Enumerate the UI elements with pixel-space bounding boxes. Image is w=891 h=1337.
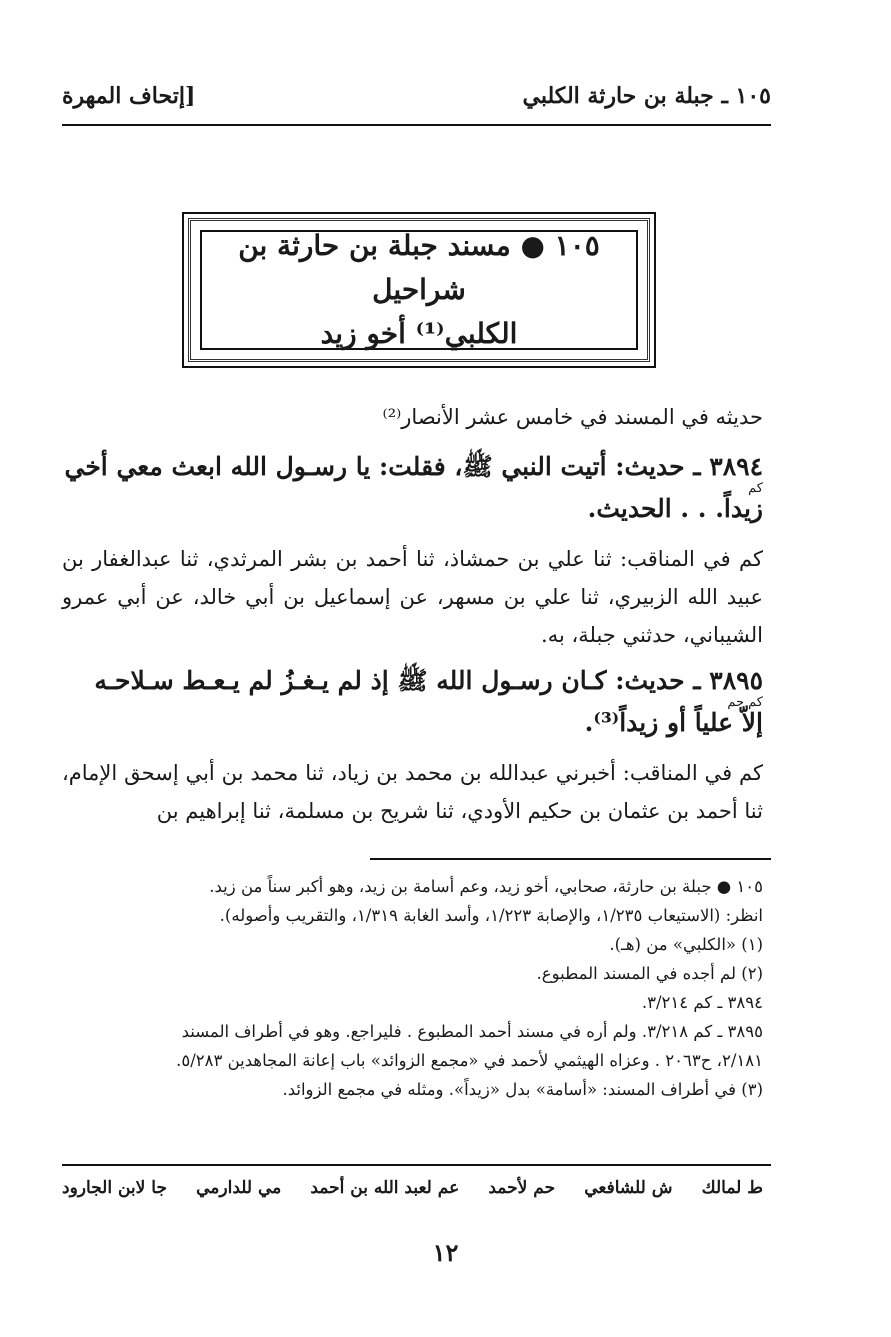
hadith-3894-text-end: زيداً. . . الحديث. bbox=[587, 494, 763, 523]
footnote-2: (٢) لم أجده في المسند المطبوع. bbox=[536, 964, 763, 983]
section-title-frame bbox=[182, 212, 656, 368]
footnote-rule bbox=[370, 858, 771, 860]
header-section-title: ١٠٥ ـ جبلة بن حارثة الكلبي bbox=[522, 83, 771, 109]
legend-item: ط لمالك bbox=[701, 1178, 763, 1198]
footnote-3: (٣) في أطراف المسند: «أسامة» بدل «زيداً». ومثله في مجمع الزوائد. bbox=[282, 1080, 763, 1099]
header-rule bbox=[62, 124, 771, 126]
section-title-line-2: الكلبي⁽¹⁾ أخو زيد bbox=[320, 317, 518, 350]
footnote-bio: ١٠٥ ● جبلة بن حارثة، صحابي، أخو زيد، وعم أسامة بن زيد، وهو أكبر سناً من زيد. bbox=[209, 877, 763, 896]
isnad-3894: كم في المناقب: ثنا علي بن حمشاذ، ثنا أحمد بن بشر المرثدي، ثنا عبدالغفار بن عبيد الله الزبيري، ثنا علي بن مسهر، عن إسماعيل بن أبي خالد، عن أبي عمرو الشيباني، حدثني جبلة، به. bbox=[62, 547, 763, 647]
footnote-refs: انظر: (الاستيعاب ١/٢٣٥، والإصابة ١/٢٢٣، وأسد الغابة ١/٣١٩، والتقريب وأصوله). bbox=[219, 906, 763, 925]
footnote-3894: ٣٨٩٤ ـ كم ٣/٢١٤. bbox=[641, 993, 763, 1012]
hadith-3895-text: ٣٨٩٥ ـ حديث: كـان رسـول الله ﷺ إذ لم يـغـزُ لم يـعـط سـلاحـه bbox=[94, 666, 763, 695]
hadith-3895-source-mark: كم حم bbox=[727, 695, 763, 710]
footnote-3895-cont: ٢/١٨١، ح٢٠٦٣ . وعزاه الهيثمي لأحمد في «مجمع الزوائد» باب إعانة المجاهدين ٥/٢٨٣. bbox=[176, 1051, 763, 1070]
running-header bbox=[62, 78, 771, 114]
hadith-3894-text: ٣٨٩٤ ـ حديث: أتيت النبي ﷺ، فقلت: يا رسـول الله ابعث معي أخي bbox=[64, 452, 763, 481]
legend-item: حم لأحمد bbox=[488, 1178, 556, 1198]
legend-item: عم لعبد الله بن أحمد bbox=[310, 1178, 460, 1198]
page-number: ١٢ bbox=[432, 1238, 459, 1267]
legend-item: جا لابن الجارود bbox=[62, 1178, 167, 1198]
header-book-title: [إتحاف المهرة bbox=[62, 83, 196, 109]
section-title-line-1: ١٠٥ ● مسند جبلة بن حارثة بن شراحيل bbox=[238, 229, 600, 306]
footnote-1: (١) «الكلبي» من (هـ). bbox=[609, 935, 763, 954]
hadith-3894-source-mark: كم bbox=[748, 481, 763, 496]
isnad-3895: كم في المناقب: أخبرني عبدالله بن محمد بن زياد، ثنا محمد بن أبي إسحق الإمام، ثنا أحمد بن عثمان بن حكيم الأودي، ثنا شريح بن مسلمة، ثنا إبراهيم بن bbox=[62, 761, 763, 823]
hadith-3895-text-end: إلاّ علياً أو زيداً⁽³⁾. bbox=[584, 708, 763, 737]
hadith-3895 bbox=[62, 660, 763, 744]
intro-line: حديثه في المسند في خامس عشر الأنصار⁽²⁾ bbox=[382, 405, 763, 429]
footnote-3895: ٣٨٩٥ ـ كم ٣/٢١٨. ولم أره في مسند أحمد المطبوع . فليراجع. وهو في أطراف المسند bbox=[181, 1022, 763, 1041]
legend-item: مي للدارمي bbox=[196, 1178, 282, 1198]
hadith-3894 bbox=[62, 446, 763, 530]
section-title bbox=[200, 230, 638, 350]
legend-item: ش للشافعي bbox=[584, 1178, 673, 1198]
legend-rule bbox=[62, 1164, 771, 1166]
abbreviation-legend bbox=[62, 1178, 763, 1198]
footnotes bbox=[62, 872, 763, 1104]
